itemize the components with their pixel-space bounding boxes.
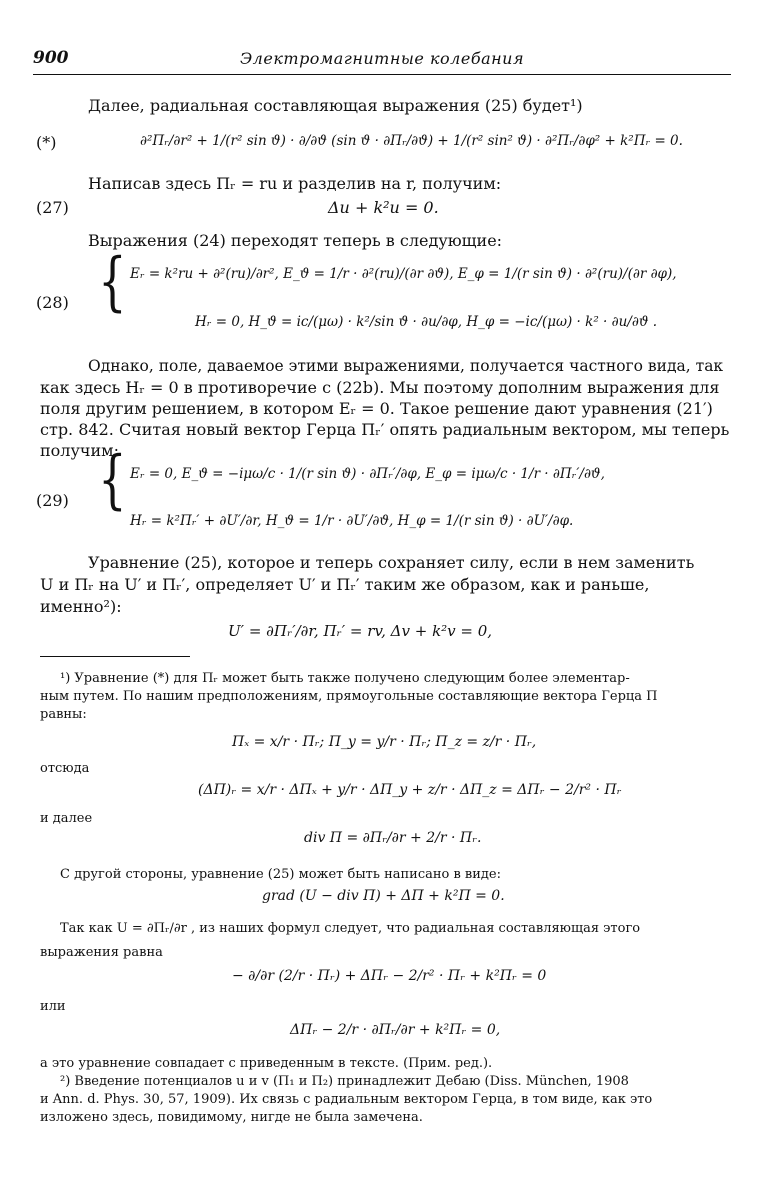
equation-30: U′ = ∂Πᵣ′/∂r, Πᵣ′ = rv, Δv + k²v = 0,: [228, 622, 493, 640]
running-header: [33, 48, 731, 75]
paragraph-4-line1: Однако, поле, даваемое этими выражениями, получается частного вида, так: [88, 357, 724, 375]
equation-29-tag: (29): [36, 491, 69, 510]
footnote-1-line4: С другой стороны, уравнение (25) может быть написано в виде:: [60, 867, 501, 882]
paragraph-5-line3: именно²):: [40, 597, 122, 616]
paragraph-5-line1: Уравнение (25), которое и теперь сохраняет силу, если в нем заменить: [88, 553, 695, 572]
equation-star: ∂²Πᵣ/∂r² + 1/(r² sin ϑ) · ∂/∂ϑ (sin ϑ · ∂Πᵣ/∂ϑ) + 1/(r² sin² ϑ) · ∂²Πᵣ/∂φ² + k²Πᵣ = 0.: [140, 133, 683, 149]
footnote-1-line7: а это уравнение совпадает с приведенным в тексте. (Прим. ред.).: [40, 1056, 493, 1071]
paragraph-4-line3: поля другим решением, в котором Eᵣ = 0. Такое решение дают уравнения (21′): [40, 399, 713, 418]
footnote-equation-final: ΔΠᵣ − 2/r · ∂Πᵣ/∂r + k²Πᵣ = 0,: [290, 1022, 501, 1038]
brace-28: {: [98, 245, 127, 319]
equation-29-line1: Eᵣ = 0, E_ϑ = −iμω/c · 1/(r sin ϑ) · ∂Πᵣ′/∂φ, E_φ = iμω/c · 1/r · ∂Πᵣ′/∂ϑ,: [130, 466, 605, 482]
paragraph-intro: Далее, радиальная составляющая выражения (25) будет¹): [88, 96, 583, 115]
paragraph-4-line5: получим:: [40, 441, 119, 460]
equation-28-tag: (28): [36, 293, 69, 312]
footnote-1-line6: выражения равна: [40, 945, 163, 960]
paragraph-substitution: Написав здесь Πᵣ = ru и разделив на r, получим:: [88, 174, 502, 193]
footnote-1-line3: равны:: [40, 707, 87, 722]
footnote-1-line5: Так как U = ∂Πᵣ/∂r , из наших формул следует, что радиальная составляющая этого: [60, 921, 641, 936]
footnote-word-further: и далее: [40, 811, 93, 826]
equation-27-tag: (27): [36, 198, 69, 217]
brace-29: {: [98, 443, 127, 517]
footnote-equation-components: Πₓ = x/r · Πᵣ; Π_y = y/r · Πᵣ; Π_z = z/r · Πᵣ,: [232, 734, 537, 750]
footnote-2-line3: изложено здесь, повидимому, нигде не была замечена.: [40, 1110, 423, 1125]
footnote-2-line2: и Ann. d. Phys. 30, 57, 1909). Их связь с радиальным вектором Герца, в том виде, как это: [40, 1092, 653, 1107]
running-title: Электромагнитные колебания: [239, 49, 525, 68]
paragraph-5-line2: U и Πᵣ на U′ и Πᵣ′, определяет U′ и Πᵣ′ таким же образом, как и раньше,: [40, 575, 650, 594]
footnote-equation-divergence: div Π = ∂Πᵣ/∂r + 2/r · Πᵣ.: [304, 830, 482, 846]
footnote-equation-radial: − ∂/∂r (2/r · Πᵣ) + ΔΠᵣ − 2/r² · Πᵣ + k²Πᵣ = 0: [232, 968, 547, 984]
equation-star-tag: (*): [36, 133, 57, 152]
footnote-word-hence: отсюда: [40, 761, 90, 776]
footnote-rule: [40, 656, 190, 657]
paragraph-4-line2: как здесь Hᵣ = 0 в противоречие с (22b). Мы поэтому дополним выражения для: [40, 378, 720, 397]
paragraph-expressions: Выражения (24) переходят теперь в следующие:: [88, 231, 503, 250]
footnote-1-line2: ным путем. По нашим предположениям, прямоугольные составляющие вектора Герца Π: [40, 689, 658, 704]
equation-27: Δu + k²u = 0.: [328, 198, 439, 217]
footnote-word-or: или: [40, 999, 66, 1014]
footnote-2-line1: ²) Введение потенциалов u и v (Π₁ и Π₂) принадлежит Дебаю (Diss. München, 1908: [60, 1074, 629, 1089]
equation-28-line2: Hᵣ = 0, H_ϑ = ic/(μω) · k²/sin ϑ · ∂u/∂φ, H_φ = −ic/(μω) · k² · ∂u/∂ϑ .: [195, 314, 658, 330]
footnote-1-line1: ¹) Уравнение (*) для Πᵣ может быть также получено следующим более элементар-: [60, 671, 630, 686]
footnote-equation-grad: grad (U − div Π) + ΔΠ + k²Π = 0.: [262, 888, 505, 904]
footnote-equation-laplacian: (ΔΠ)ᵣ = x/r · ΔΠₓ + y/r · ΔΠ_y + z/r · ΔΠ_z = ΔΠᵣ − 2/r² · Πᵣ: [198, 782, 622, 798]
equation-28-line1: Eᵣ = k²ru + ∂²(ru)/∂r², E_ϑ = 1/r · ∂²(ru)/(∂r ∂ϑ), E_φ = 1/(r sin ϑ) · ∂²(ru)/(∂r ∂φ),: [130, 266, 677, 282]
page-number: 900: [33, 48, 69, 68]
paragraph-4-line4: стр. 842. Считая новый вектор Герца Πᵣ′ опять радиальным вектором, мы теперь: [40, 420, 730, 439]
equation-29-line2: Hᵣ = k²Πᵣ′ + ∂U′/∂r, H_ϑ = 1/r · ∂U′/∂ϑ, H_φ = 1/(r sin ϑ) · ∂U′/∂φ.: [130, 513, 574, 529]
